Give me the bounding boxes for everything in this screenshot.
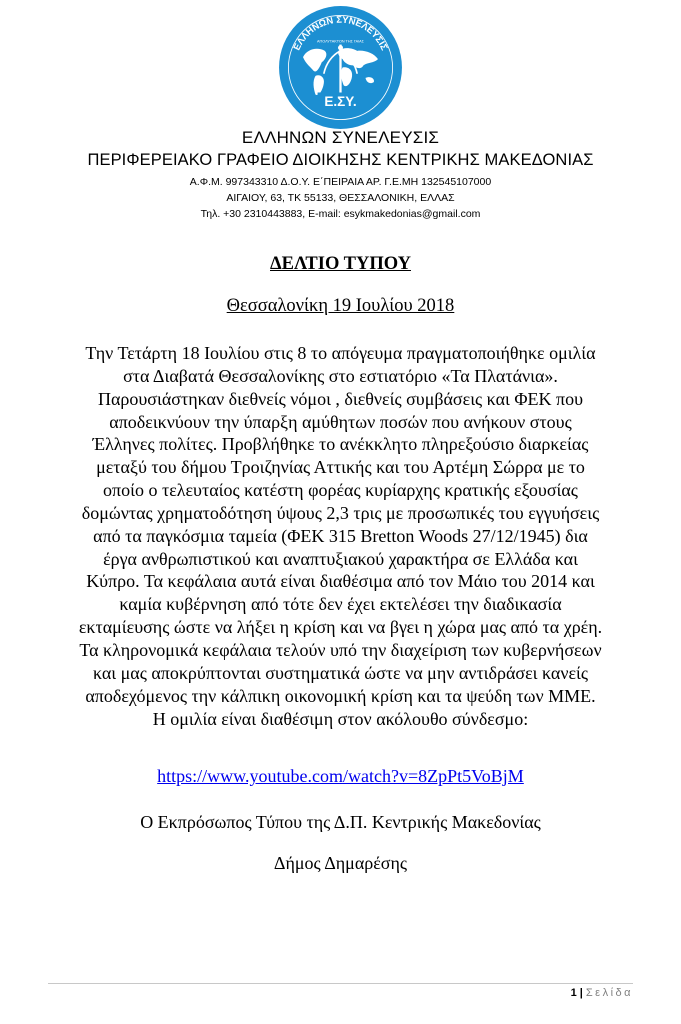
body-text [0, 342, 681, 730]
body-line: Έλληνες πολίτες. Προβλήθηκε το ανέκκλητο πληρεξούσιο διαρκείας [92, 434, 589, 455]
signature-title: Ο Εκπρόσωπος Τύπου της Δ.Π. Κεντρικής Μακεδονίας [140, 812, 541, 832]
body-line: Τα κληρονομικά κεφάλαια τελούν υπό την διαχείριση των κυβερνήσεων [79, 639, 602, 660]
body-line: Την Τετάρτη 18 Ιουλίου στις 8 το απόγευμα πραγματοποιήθηκε ομιλία [85, 343, 596, 363]
logo-arc-text: ΕΛΛΗΝΩΝ ΣΥΝΕΛΕΥΣΙΣ [291, 14, 390, 52]
place-date: Θεσσαλονίκη 19 Ιουλίου 2018 [226, 296, 455, 316]
page-footer [571, 987, 633, 999]
body-line: Η ομιλία είναι διαθέσιμη στον ακόλουθο σύνδεσμο: [152, 708, 529, 729]
body-line: από τα παγκόσμια ταμεία (ΦΕΚ 315 Bretton Woods 27/12/1945) δια [93, 525, 588, 546]
video-link-row [0, 766, 681, 787]
body-line: Παρουσιάστηκαν διεθνείς νόμοι , διεθνείς συμβάσεις και ΦΕΚ που [97, 388, 584, 409]
org-office: ΠΕΡΙΦΕΡΕΙΑΚΟ ΓΡΑΦΕΙΟ ΔΙΟΙΚΗΣΗΣ ΚΕΝΤΡΙΚΗΣ ΜΑΚΕΔΟΝΙΑΣ [87, 151, 594, 169]
org-tax-line: Α.Φ.Μ. 997343310 Δ.Ο.Υ. Ε΄ΠΕΙΡΑΙΑ ΑΡ. Γ.Ε.ΜΗ 132545107000 [189, 176, 492, 188]
body-line: και μας αποκρύπτονται συστηματικά ώστε να μην αντιδράσει κανείς [92, 662, 589, 683]
org-address: ΑΙΓΑΙΟΥ, 63, ΤΚ 55133, ΘΕΣΣΑΛΟΝΙΚΗ, ΕΛΛΑΣ [226, 192, 455, 204]
body-line: δομώντας χρηματοδότηση ύψους 2,3 τρις με προσωπικές του εγγυήσεις [81, 502, 600, 523]
org-name: ΕΛΛΗΝΩΝ ΣΥΝΕΛΕΥΣΙΣ [241, 128, 440, 147]
logo-small-text: ΑΠΟΛΥΤΑΚΤΟΝ ΤΗΣ ΓΑΙΑΣ [317, 39, 364, 44]
footer-divider [48, 983, 633, 984]
body-line: μεταξύ του δήμου Τροιζηνίας Αττικής και του Αρτέμη Σώρρα με το [96, 457, 585, 478]
body-line: αποδεικνύουν την ύπαρξη αμύθητων ποσών που ανήκουν στους [109, 411, 572, 432]
esy-logo [278, 5, 403, 130]
body-line: έργα ανθρωπιστικού και αναπτυξιακού χαρακτήρα σε Ελλάδα και [103, 548, 578, 569]
page-word: Σελίδα [585, 987, 633, 999]
body-line: εκταμίευσης ώστε να λήξει η κρίση και να βγει η χώρα μας από τα χρέη. [78, 617, 603, 638]
body-line: στα Διαβατά Θεσσαλονίκης στο εστιατόριο «Τα Πλατάνια». [123, 365, 558, 386]
body-line: καμία κυβέρνηση από τότε δεν έχει εκτελέσει την διαδικασία [119, 594, 562, 615]
page-separator: | [579, 987, 583, 999]
youtube-link[interactable]: https://www.youtube.com/watch?v=8ZpPt5VoBjM [157, 766, 524, 786]
body-line: αποδεχόμενος την κάλπικη οικονομική κρίση και τα ψεύδη των ΜΜΕ. [85, 685, 596, 706]
page-number: 1 [570, 987, 577, 999]
signature-name: Δήμος Δημαρέσης [273, 853, 408, 873]
logo-initials: Ε.ΣΥ. [324, 94, 357, 110]
body-line: Κύπρο. Τα κεφάλαια αυτά είναι διαθέσιμα από τον Μάιο του 2014 και [86, 571, 595, 592]
org-contact: Τηλ. +30 2310443883, E-mail: esykmakedonias@gmail.com [200, 208, 481, 220]
body-line: οποίο ο τελευταίος κατέστη φορέας κυρίαρχης κρατικής εξουσίας [103, 480, 578, 501]
document-title: ΔΕΛΤΙΟ ΤΥΠΟΥ [270, 254, 411, 274]
